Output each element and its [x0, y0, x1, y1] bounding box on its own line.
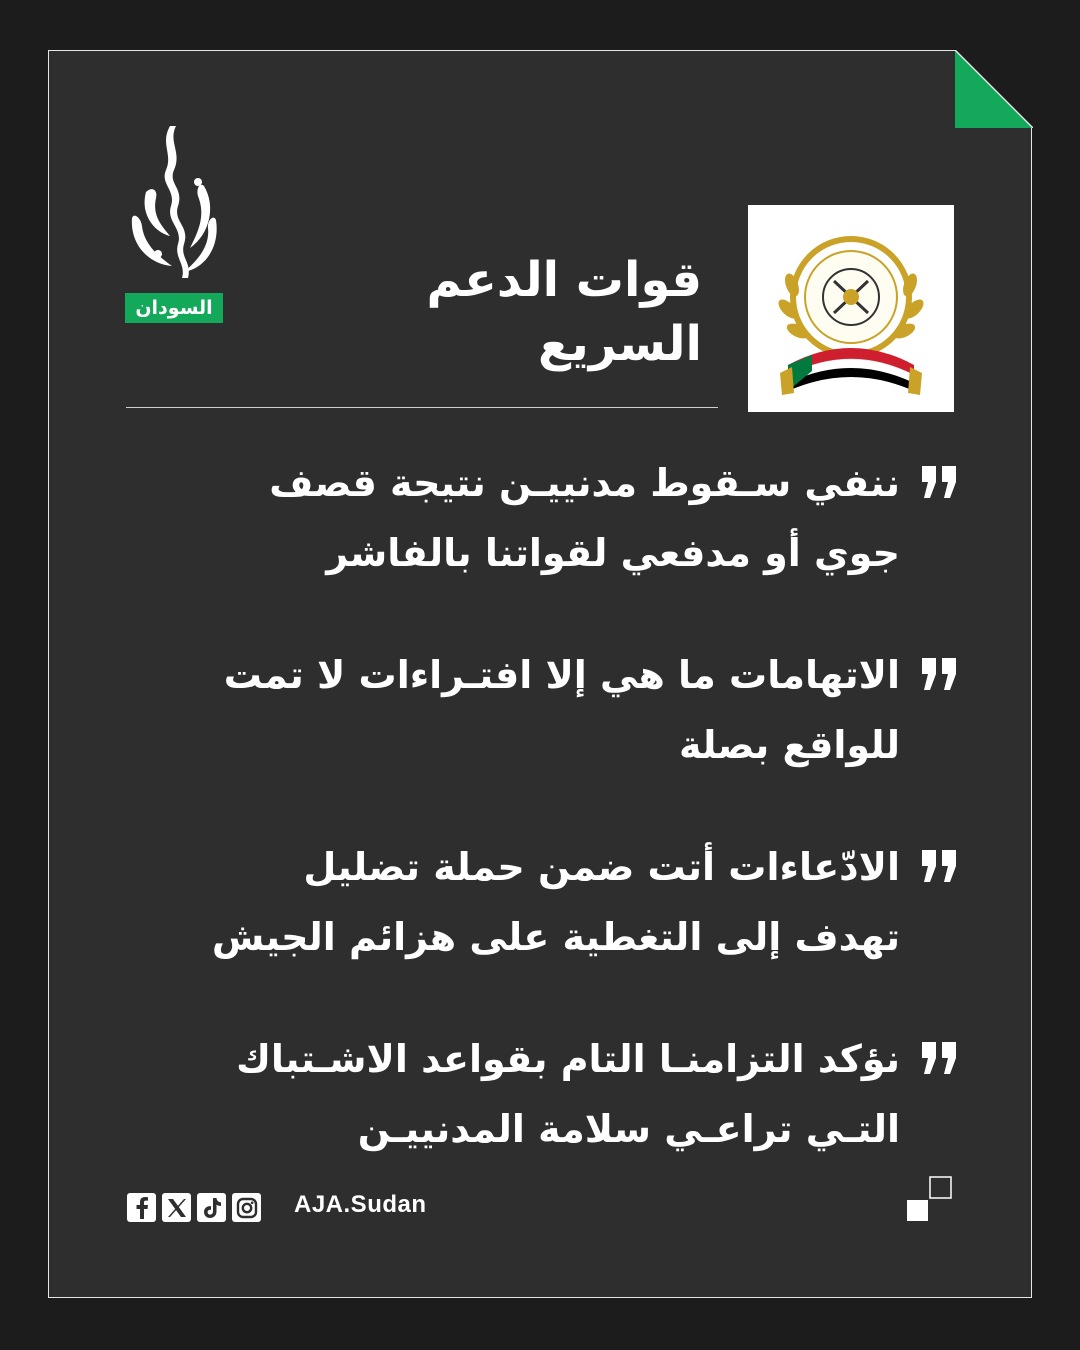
quote-line: تهدف إلى التغطية على هزائم الجيش [211, 915, 900, 959]
social-handle: AJA.Sudan [294, 1191, 427, 1218]
quote-item [118, 832, 958, 1024]
quote-item [118, 640, 958, 832]
quote-mark-icon [920, 848, 958, 884]
page-title [282, 248, 702, 376]
quote-text [120, 448, 900, 588]
rsf-emblem-icon [748, 205, 954, 412]
quote-mark-icon [920, 464, 958, 500]
x-icon[interactable] [162, 1193, 191, 1222]
quote-line: التـي تراعـي سلامة المدنييـن [357, 1107, 900, 1151]
quote-line: جوي أو مدفعي لقواتنا بالفاشر [326, 531, 900, 575]
quote-item [118, 1024, 958, 1216]
quote-mark-icon [920, 656, 958, 692]
social-links [127, 1193, 261, 1222]
brand-squares-icon [905, 1176, 953, 1222]
facebook-icon[interactable] [127, 1193, 156, 1222]
instagram-icon[interactable] [232, 1193, 261, 1222]
quote-list [118, 448, 958, 1216]
title-line-1: قوات الدعم [426, 252, 702, 308]
tiktok-icon[interactable] [197, 1193, 226, 1222]
quote-mark-icon [920, 1040, 958, 1076]
quote-text [120, 832, 900, 972]
quote-line: ننفي سـقوط مدنييـن نتيجة قصف [269, 461, 900, 505]
quote-text [120, 640, 900, 780]
title-line-2: السريع [538, 316, 702, 372]
region-badge: السودان [125, 293, 223, 323]
quote-line: الاتهامات ما هي إلا افتـراءات لا تمت [223, 653, 900, 697]
corner-fold-decoration [955, 50, 1033, 128]
quote-line: نؤكد التزامنـا التام بقواعد الاشـتباك [236, 1037, 900, 1081]
quote-item [118, 448, 958, 640]
quote-line: الادّعاءات أتت ضمن حملة تضليل [303, 845, 900, 889]
title-divider [126, 407, 718, 408]
quote-line: للواقع بصلة [679, 723, 900, 767]
quote-text [120, 1024, 900, 1164]
